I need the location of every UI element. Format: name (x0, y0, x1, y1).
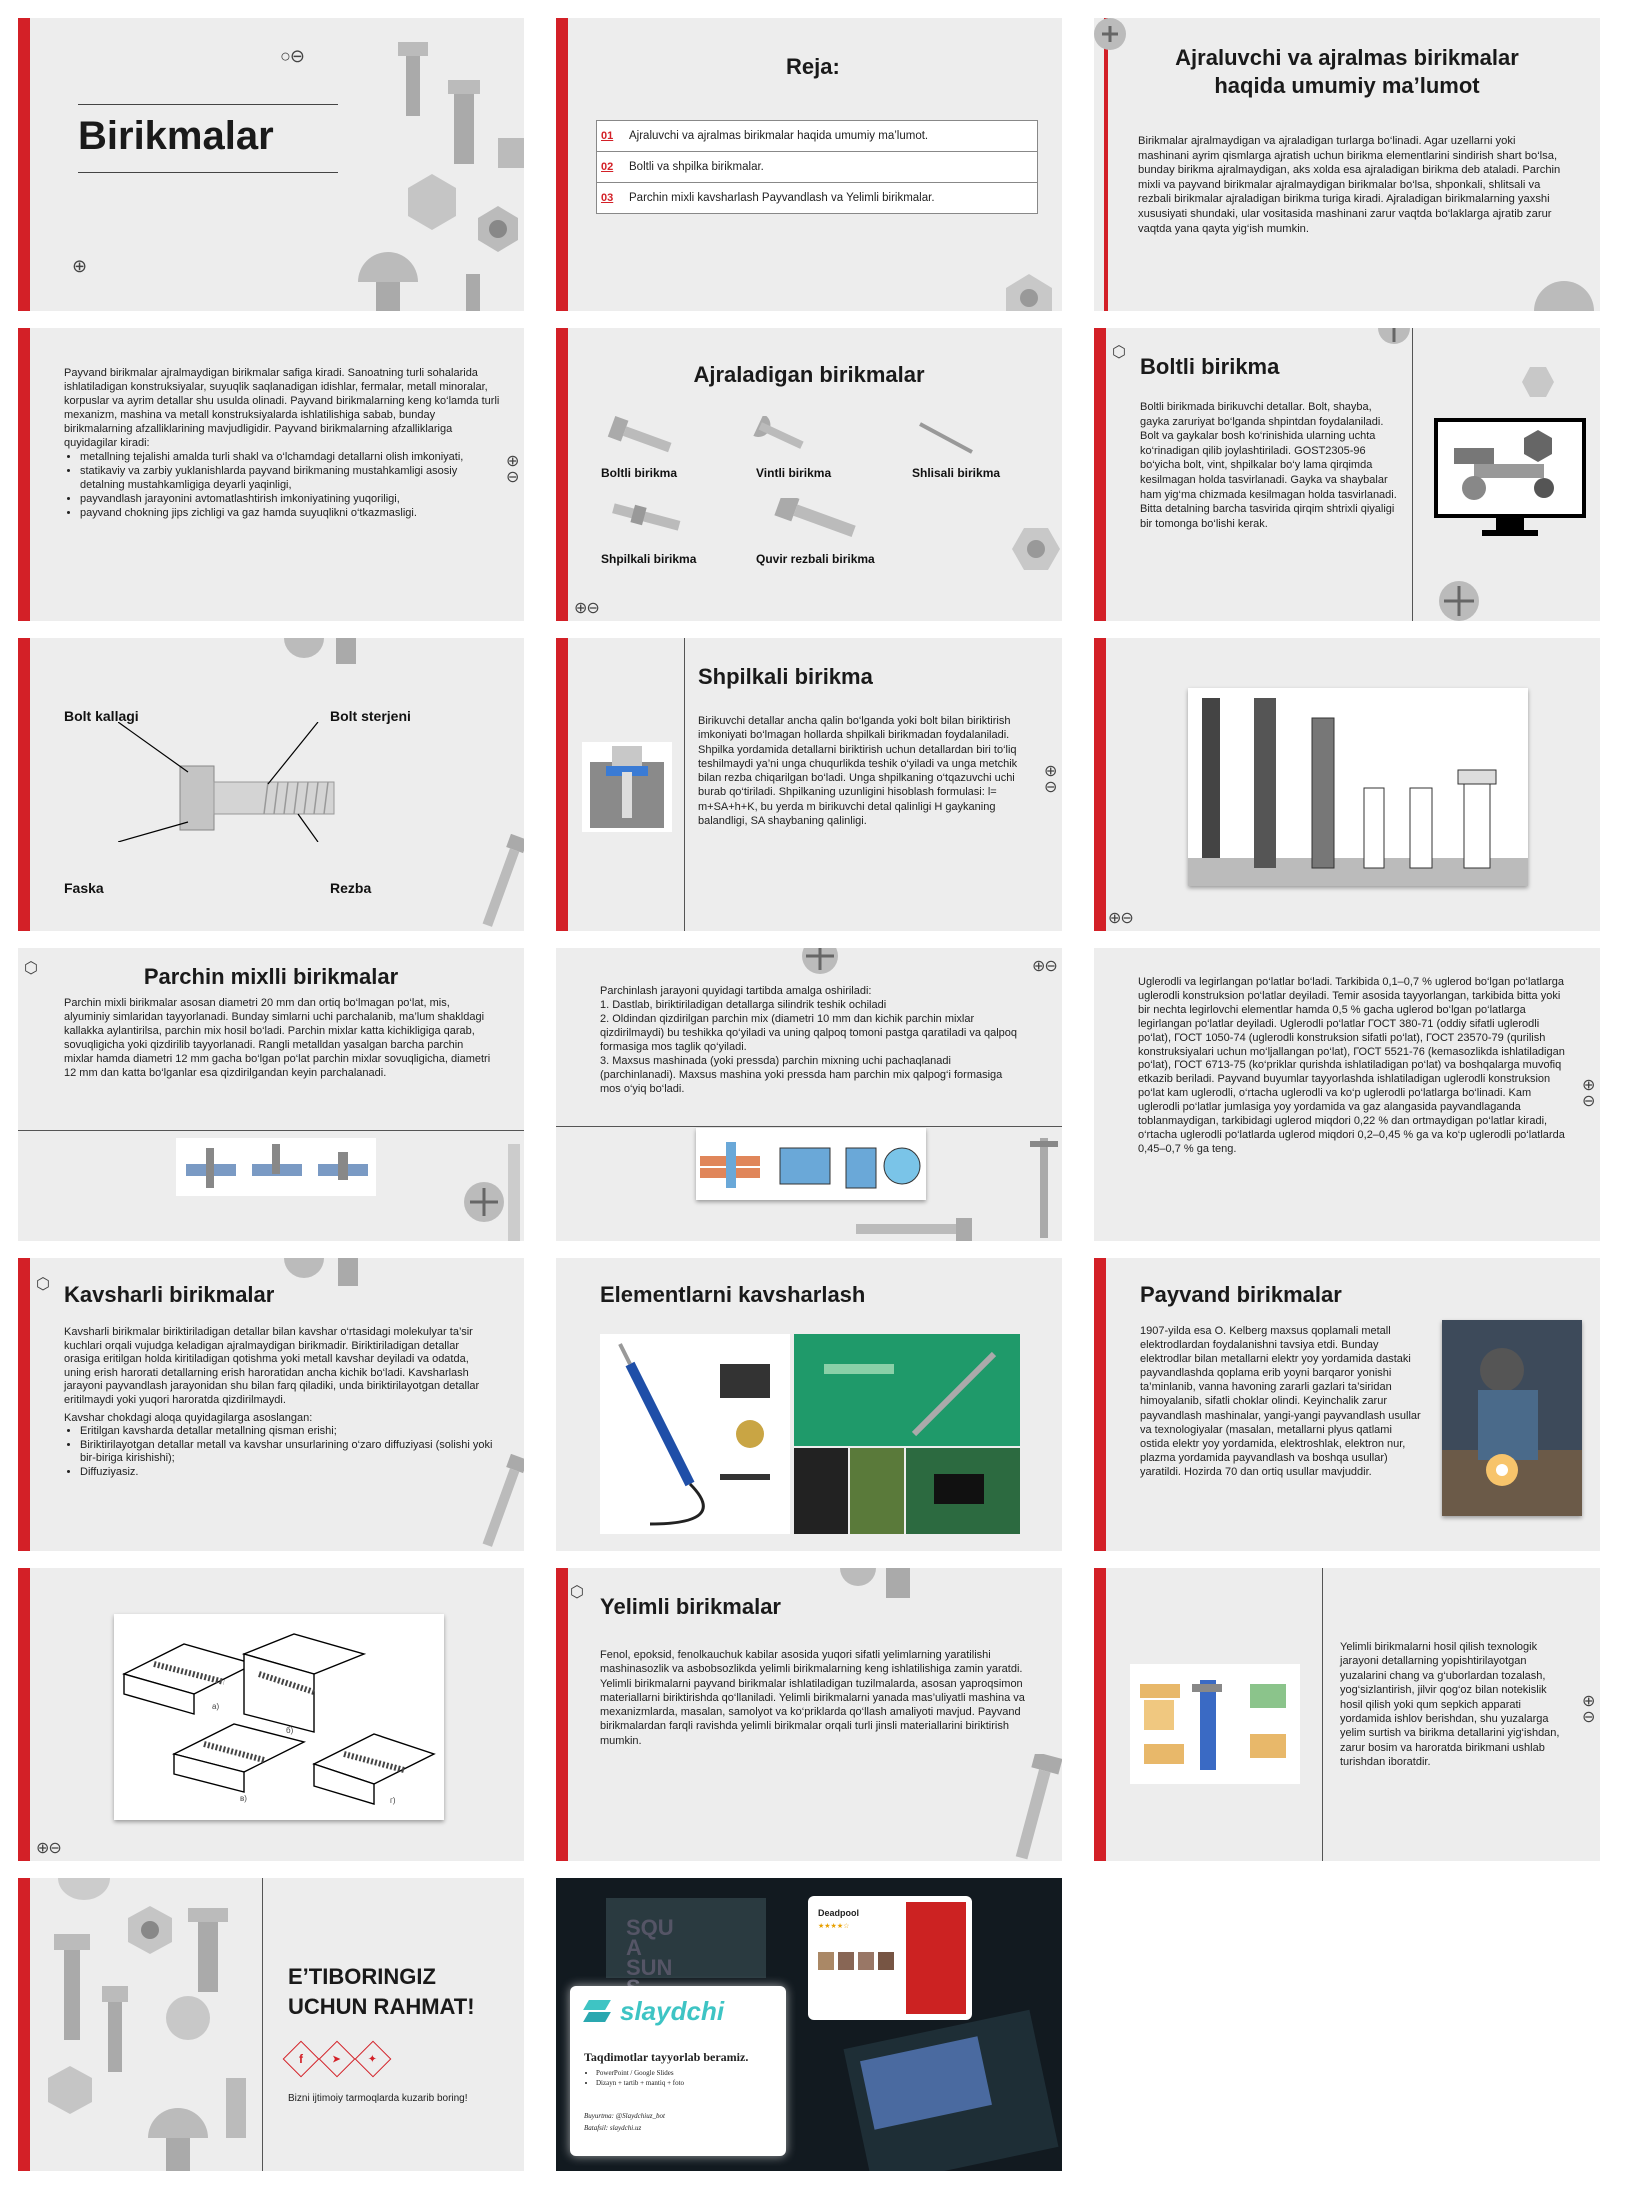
bolt-joint-body: Boltli birikmada birikuvchi detallar. Bolt, shayba, gayka zaruriyat bo‘lganda shpintdan foydalaniladi. Bolt va gaykalar bosh ko‘rinishida ularning uchta ko‘rinadigan qilib joylashtiriladi. GOST2305-96 bo‘yicha bolt, vint, shpilkalar bo‘y lama qirqimda kesilmagan holda tasvirlanadi. Gayka va shaybalar ham yig‘ma chizmada kesilmagan holda tasvirlanadi. Bitta detalning barcha tasvirida qirqim shtrixli qiyaligi bir tomonga bo‘lishi kerak. (1140, 401, 1397, 530)
overview-title (1094, 44, 1600, 100)
bolt-head-icon (1524, 268, 1600, 311)
divider (1412, 328, 1413, 621)
avatar (878, 1952, 894, 1970)
steel-body: Uglerodli va legirlangan po‘latlar bo‘ladi. Tarkibida 0,1–0,7 % uglerod bo‘lgan po‘latlarga uglerodli konstruksion po‘latlar deyiladi. Temir asosida tayyorlangan, tarkibida bitta yoki bir nechta legirlovchi elementlar hamda 0,5 % gacha uglerod bo‘lgan po‘latlarga legirlangan po‘latlar deyiladi. Uglerodli po‘latlar ГОСТ 380-71 (oddiy sifatli uglerodli po‘lat), ГОСТ 1050-74 (uglerodli konstruksion sifatli po‘lat), ГОСТ 23570-79 (qurilish konstruksiyalari uchun mo‘ljallangan po‘lat), ГОСТ 5521-76 (kemasozlikda ishlatiladigan po‘lat), ГОСТ 6713-75 (ko‘priklar qurishda ishlatiladigan po‘lat) va boshqalarga muvofiq etkazib beriladi. Payvand buyumlar tayyorlashda ishlatiladigan uglerodli konstruksion po‘lat kam uglerodli, o‘rtacha uglerodli va ko‘p uglerodli po‘latlarga bo‘linadi. Kam uglerodli po‘latlar jumlasiga yoy yordamida va gaz alangasida payvandlaganda toblanmaydigan, tarkibidagi uglerod miqdori 0,22 % dan ortmaydigan po‘latlar kiradi, o‘rtacha uglerodli po‘latlarda uglerod miqdori 0,2–0,45 % ga va ko‘p uglerodli po‘latlarda 0,45–0,7 % ga teng. (1138, 976, 1565, 1155)
avatar (818, 1952, 834, 1970)
accent-bar (18, 328, 30, 621)
advert-order-link[interactable]: Buyurtma: @Slaydchiuz_bot (584, 2112, 665, 2120)
welding-body: 1907-yilda esa O. Kelberg maxsus qoplamali metall elektrodlardan foydalanishni tavsiya etdi. Bunday elektrodlar bilan metallarni elektr yoy yordamida dastaki payvandlashda qoplama erib yoyni barqaror yonishi ta’minlanib, vanna havoning zararli gazlari ta’siridan himoyalanib, sifatli choklar olindi. Keyinchalik zarur payvandlash mashinalar, yangi-yangi payvandlash usullar va texnologiyalar (masalan, metallarni plyus qatlami ostida elektr yoy yordamida, elektroshlak, elektron nur, plazma yordamida payvandlash va boshqa usullar) yaratildi. Hozirda 70 dan ortiq usullar mavjuddir. (1140, 1325, 1421, 1478)
accent-bar (556, 638, 568, 931)
slide-advert[interactable] (556, 1878, 1062, 2171)
list-item: • metallning tejalishi amalda turli shakl va o‘lchamdagi detallarni olish imkoniyati, (80, 450, 504, 464)
overview-title-line1: Ajraluvchi va ajralmas birikmalar (1175, 45, 1519, 70)
slide-plan[interactable] (556, 18, 1062, 311)
slaydchi-card (570, 1986, 786, 2156)
avatar (858, 1952, 874, 1970)
separable-title: Ajraladigan birikmalar (693, 362, 925, 387)
nut-icon (996, 258, 1062, 311)
circle-plus-minus-icon: ⊕ ⊖ (1044, 763, 1057, 796)
divider (262, 1878, 263, 2171)
slide-bolt-joint[interactable] (1094, 328, 1600, 621)
hexagon-icon: ⬡ (570, 1584, 583, 1601)
avatar-row (818, 1952, 894, 1970)
soldered-title: Kavsharli birikmalar (64, 1282, 275, 1307)
slide-riveting-process[interactable] (556, 948, 1062, 1241)
weld-types-drawing (114, 1614, 444, 1820)
deadpool-card (808, 1896, 972, 2020)
slide-rivet[interactable] (18, 948, 524, 1241)
bolt-diagram (118, 722, 378, 842)
avatar (838, 1952, 854, 1970)
accent-bar (1094, 1258, 1106, 1551)
slide-steel[interactable] (1094, 948, 1600, 1241)
slide-soldering-elements[interactable] (556, 1258, 1062, 1551)
facebook-icon[interactable]: f (283, 2041, 320, 2078)
soldered-list (64, 1425, 494, 1479)
soldering-title: Elementlarni kavsharlash (600, 1282, 866, 1307)
adhesive-process-body: Yelimli birikmalarni hosil qilish texnologik jarayoni detallarning yopishtirilayotgan yuzalarini chang va g‘uborlardan tozalash, yog‘sizlantirish, jilvir qog‘oz bilan notekislik hosil qilish yoki qum sepkich apparati yordamida ishlov berishdan, shu yuzalarga yelim surtish va birikma detallarini yig‘ishdan, zarur bosim va haroratda birikmani ushlab turishdan iboratdir. (1340, 1641, 1560, 1769)
slide-soldered[interactable] (18, 1258, 524, 1551)
slide-welding-benefits[interactable] (18, 328, 524, 621)
label: Quvir rezbali birikma (756, 552, 875, 566)
thanks-title-line1: E’TIBORINGIZ (288, 1964, 436, 1989)
stud-photo (582, 742, 672, 832)
screw-icon (464, 1144, 524, 1241)
stud-joint-body: Birikuvchi detallar ancha qalin bo‘lganda yoki bolt bilan biriktirish imkoniyati bo‘lmagan hollarda shpilkali birikmadan foydalaniladi. Shpilka yordamida detallarni biriktirish uchun detallardan biri to‘liq teshilmaydi ya’ni unga chuqurlikda teshik o‘yiladi va unga metchik bilan rezba chiqarilgan bo‘ladi. Unga shpilkaning o‘tqazuvchi uchi burab qo‘tiriladi. Shpilkaning uzunligini hisoblash formulasi: l= m+SA+h+K, bu yerda m birikuvchi detal qalinligi H gaykaning balandligi, SA shaybaning qalinligi. (698, 715, 1018, 828)
soldering-iron-photo (600, 1334, 790, 1534)
twitter-icon[interactable]: ✦ (355, 2041, 392, 2078)
advert-bg-text: SQUA SUN (626, 1915, 674, 1980)
circle-plus-minus-icon: ⊕⊖ (574, 600, 599, 617)
accent-bar (1094, 328, 1106, 621)
card-title: Deadpool (818, 1908, 860, 1918)
soldered-body (64, 1326, 494, 1480)
label: Shlisali birikma (912, 466, 1001, 480)
plan-title: Reja: (786, 54, 840, 79)
slide-weld-types[interactable] (18, 1568, 524, 1861)
plan-list (596, 120, 1038, 214)
bolt-joint-title: Boltli birikma (1140, 354, 1280, 379)
list-item: • PowerPoint / Google Slides (596, 2068, 684, 2078)
bolt-icon (606, 416, 676, 456)
circle-plus-minus-icon: ⊕⊖ (1108, 910, 1133, 927)
circle-plus-minus-icon: ⊕ ⊖ (506, 453, 519, 486)
weld-seams-drawing (114, 1614, 444, 1820)
slide-stud-joint[interactable] (556, 638, 1062, 931)
screw-head-icon (278, 638, 368, 670)
list-item: • payvandlash jarayonini avtomatlashtirish imkoniyatining yuqoriligi, (80, 492, 504, 506)
list-item: • payvand chokning jips zichligi va gaz hamda suyuqlikni o‘tkazmasligi. (80, 506, 504, 520)
accent-bar (18, 18, 30, 311)
plan-item[interactable] (597, 121, 1037, 152)
figure-label: a) (212, 1702, 220, 1711)
overview-title-line2: haqida umumiy ma’lumot (1214, 73, 1480, 98)
divider (78, 104, 338, 105)
figure-label: г) (390, 1796, 396, 1805)
advert-list (584, 2068, 684, 2088)
welding-title: Payvand birikmalar (1140, 1282, 1342, 1307)
hexagon-icon: ⬡ (36, 1276, 49, 1293)
screw-icon (1026, 1138, 1062, 1241)
circle-plus-minus-icon: ⊕⊖ (1032, 958, 1057, 975)
list-item: • Dizayn + tartib + mantiq + foto (596, 2078, 684, 2088)
stud-icon (606, 498, 686, 538)
accent-bar (18, 1878, 30, 2171)
screw-icon (482, 834, 524, 931)
social-footer: Bizni ijtimoiy tarmoqlarda kuzarib boring! (288, 2093, 468, 2104)
slide-adhesive-process[interactable] (1094, 1568, 1600, 1861)
stud-joint-title: Shpilkali birikma (698, 664, 873, 689)
accent-bar (1094, 1568, 1106, 1861)
slide-stud-drawing[interactable] (1094, 638, 1600, 931)
bolts-decoration-icon (348, 18, 524, 311)
plan-item-text: Boltli va shpilka birikmalar. (629, 161, 764, 173)
plan-item-num: 01 (601, 130, 614, 142)
overview-body: Birikmalar ajralmaydigan va ajraladigan turlarga bo‘linadi. Agar uzellarni yoki mashinani ayrim qismlarga ajratish uchun birikma elementlarini sindirish shart bo‘lsa, bunday birikma ajralmaydigan, aks xolda esa ajraladigan birikma deb ataladi. Parchin mixli va payvand birikmalar ajralmaydigan birikmalar bo‘lsa, shponkali, shlitsali va rezbali birikmalar ajraladigan birikma turiga kiradi. Ajraladigan birikmalarning yaxshi xususiyati shundaki, ular vositasida mashinani zarur vaqtda bo‘laklarga ajratib zarur vaqtda yana qayta yig‘ish mumkin. (1138, 135, 1561, 235)
list-item: • Eritilgan kavsharda detallar metallning qisman erishi; (80, 1425, 494, 1439)
nut-icon (1520, 364, 1556, 400)
divider (18, 1130, 524, 1131)
slaydchi-logo-icon (584, 2000, 612, 2022)
deadpool-image (906, 1902, 966, 2014)
riveting-stages-drawing (696, 1128, 926, 1200)
slide-bolt-parts[interactable] (18, 638, 524, 931)
circle-minus-icon: ○⊖ (280, 46, 304, 66)
list-item: • statikaviy va zarbiy yuklanishlarda payvand birikmaning mustahkamligi asosiy detalning mustahkamligiga deyarli yaqinligi, (80, 464, 504, 492)
slide-title[interactable] (18, 18, 524, 311)
drilling-stages-drawing (1188, 688, 1528, 886)
screw-icon (482, 1454, 524, 1551)
accent-bar (18, 638, 30, 931)
benefits-list (64, 450, 504, 520)
pcb-photo (794, 1334, 1020, 1534)
social-links (288, 2046, 386, 2072)
slide-separable[interactable] (556, 328, 1062, 621)
welding-benefits-text: Payvand birikmalar ajralmaydigan birikmalar safiga kiradi. Sanoatning turli sohalarida ishlatiladigan konstruksiyalar, suyuqlik saqlanadigan idishlar, fermalar, metall minoralar, korpuslar va ayrim detallar shu usulda olinadi. Payvand birikmalarning keng ko‘lamda turli mexanizm, mashina va metall konstruksiyalarda ishlatilishiga sabab, bunday birikmalarning afzalliklarining mavjudligidir. Payvand birikmalarning afzalliklariga quyidagilar kiradi: (64, 367, 500, 449)
divider (556, 1126, 1062, 1127)
label: Faska (64, 880, 104, 896)
pipe-thread-icon (772, 498, 862, 538)
accent-bar (1094, 638, 1106, 931)
bolt-icon (856, 1218, 976, 1241)
monitor-bolts-icon (1434, 418, 1586, 536)
label: Boltli birikma (601, 466, 678, 480)
welding-benefits-body (64, 366, 504, 520)
screw-head-icon (1374, 328, 1414, 358)
spline-icon (916, 418, 976, 458)
hexagon-icon: ⬡ (1112, 344, 1125, 361)
slaydchi-logo-text: slaydchi (620, 1996, 725, 2026)
plan-item-text: Parchin mixli kavsharlash Payvandlash va Yelimli birikmalar. (629, 192, 935, 204)
slide-overview[interactable] (1094, 18, 1600, 311)
label: Vintli birikma (756, 466, 832, 480)
circle-plus-icon: ⊕ (72, 256, 87, 276)
label: Rezba (330, 880, 372, 896)
plan-item[interactable] (597, 152, 1037, 183)
circle-plus-minus-icon: ⊕⊖ (36, 1840, 61, 1857)
hexagon-icon: ⬡ (24, 960, 37, 977)
list-item: • Diffuziyasiz. (80, 1466, 494, 1480)
rivet-title: Parchin mixlli birikmalar (143, 964, 399, 989)
plan-item-num: 02 (601, 161, 614, 173)
plan-item[interactable] (597, 183, 1037, 213)
thanks-title (288, 1962, 475, 2022)
screw-head-icon (796, 948, 846, 976)
figure-label: в) (240, 1794, 247, 1803)
divider (684, 638, 685, 931)
label: Shpilkali birikma (601, 552, 697, 566)
screw-icon (752, 416, 812, 456)
slide-title-text: Birikmalar (78, 114, 274, 158)
divider (1322, 1568, 1323, 1861)
soldered-subtext: Kavshar chokdagi aloqa quyidagilarga asoslangan: (64, 1411, 313, 1424)
screw-head-icon (1434, 576, 1484, 621)
bolts-decoration-icon (38, 1878, 262, 2171)
accent-bar (556, 18, 568, 311)
rivet-diagram (176, 1138, 376, 1196)
figure-label: б) (286, 1726, 294, 1735)
slide-adhesive[interactable] (556, 1568, 1062, 1861)
slide-thanks[interactable] (18, 1878, 524, 2171)
plan-item-num: 03 (601, 192, 614, 204)
nut-icon (1006, 524, 1062, 574)
circle-plus-minus-icon: ⊕ ⊖ (1582, 1693, 1595, 1726)
adhesive-body: Fenol, epoksid, fenolkauchuk kabilar asosida yuqori sifatli yelimlarning yaratilishi mashinasozlik va asbobsozlikda yelimli birikmalarning keng ishlatilishiga zamin yaratdi. Yelimli birikmalarni payvand birikmalar ishlatiladigan tuzilmalarda, asosan yaproqsimon materiallarni biriktirishda qo‘llaniladi. Yelimli birikmalarni yanada mas’uliyatli mashina va mexanizmlarda, masalan, samolyot va ko‘priklarda qo‘llash amaliyoti mavjud. Payvand birikmalardan farqli ravishda yelimli birikmalar orqali turli jinsli materiallarini biriktirish mumkin. (600, 1649, 1025, 1747)
thanks-title-line2: UCHUN RAHMAT! (288, 1994, 475, 2019)
slide-welding[interactable] (1094, 1258, 1600, 1551)
advert-headline: Taqdimotlar tayyorlab beramiz. (584, 2050, 749, 2064)
plan-item-text: Ajraluvchi va ajralmas birikmalar haqida umumiy ma’lumot. (629, 130, 929, 142)
circle-plus-minus-icon: ⊕ ⊖ (1582, 1077, 1595, 1110)
riveting-process-body: Parchinlash jarayoni quyidagi tartibda amalga oshiriladi: 1. Dastlab, biriktiriladigan detallarga silindrik teshik ochiladi 2. Oldindan qizdirilgan parchin mix (diametri 10 mm dan kichik parchin mixlar qizdirilmaydi) bu teshikka qo‘yiladi va uning qalpoq tomoni pastga qaratiladi va qalpoq formasiga mos taglik qo‘yiladi. 3. Maxsus mashinada (yoki pressda) parchin mixning uchi pachaqlanadi (parchinlanadi). Maxsus mashina yoki pressda ham parchin mix qalpog‘i formasiga mos o‘yiq bo‘ladi. (600, 985, 1018, 1095)
screw-icon (1012, 1754, 1062, 1861)
screw-head-icon (278, 1258, 368, 1292)
welder-photo (1442, 1320, 1582, 1516)
list-item: • Biriktirilayotgan detallar metall va kavshar unsurlarining o‘zaro diffuziyasi (solishi yoki bir-biriga kirishishi); (80, 1439, 494, 1466)
label: Bolt sterjeni (330, 708, 411, 724)
accent-bar (556, 1568, 568, 1861)
label: Bolt kallagi (64, 708, 139, 724)
accent-bar (18, 1258, 30, 1551)
soldered-text: Kavsharli birikmalar biriktiriladigan detallar bilan kavshar o‘rtasidagi molekulyar ta’sir kuchlari orqali vujudga keladigan ajralmaydigan birikmadir. Biriktiriladigan detallar orasiga eritilgan holda kiritiladigan qotishma yoki metall kavshar deyiladi va odatda, uning erish harorati detallarning erish haroratidan ancha kichik bo‘ladi. Kavsharlash jarayoni payvandlash jarayonidan shu bilan farq qiladiki, unda biriktirilayotgan detallar eritilmaydi yoki yuqori haroratda qizdirilmaydi. (64, 1326, 480, 1406)
telegram-icon[interactable]: ➤ (319, 2041, 356, 2078)
rating-stars-icon: ★★★★☆ (818, 1923, 850, 1930)
rivet-body: Parchin mixli birikmalar asosan diametri 20 mm dan ortiq bo‘lmagan po‘lat, mis, alyuminiy simlaridan tayyorlanadi. Bunday simlarni uchi parchalanib, ma’lum shakldagi kallakka aylantirilsa, parchin mix hosil bo‘ladi. Parchin mixlar katta kichikligiga qarab, sovuqligicha yoki qizdirilib tayyorlanadi. Rangli metalldan yasalgan barcha parchin mixlar hamda diametri 12 mm gacha bo‘lgan po‘lat parchin mixlar sovuqligicha, diametri 12 mm dan katta bo‘lganlar esa qizdirilgandan keyin parchalanadi. (64, 997, 491, 1079)
screw-head-icon (836, 1568, 916, 1602)
adhesive-process-drawing (1130, 1664, 1300, 1784)
riveting-diagram (696, 1128, 926, 1200)
accent-bar (18, 1568, 30, 1861)
adhesive-title: Yelimli birikmalar (600, 1594, 781, 1619)
divider (78, 172, 338, 173)
advert-website-link[interactable]: Batafsil: slaydchi.uz (584, 2124, 642, 2132)
stud-drawing (1188, 688, 1528, 886)
